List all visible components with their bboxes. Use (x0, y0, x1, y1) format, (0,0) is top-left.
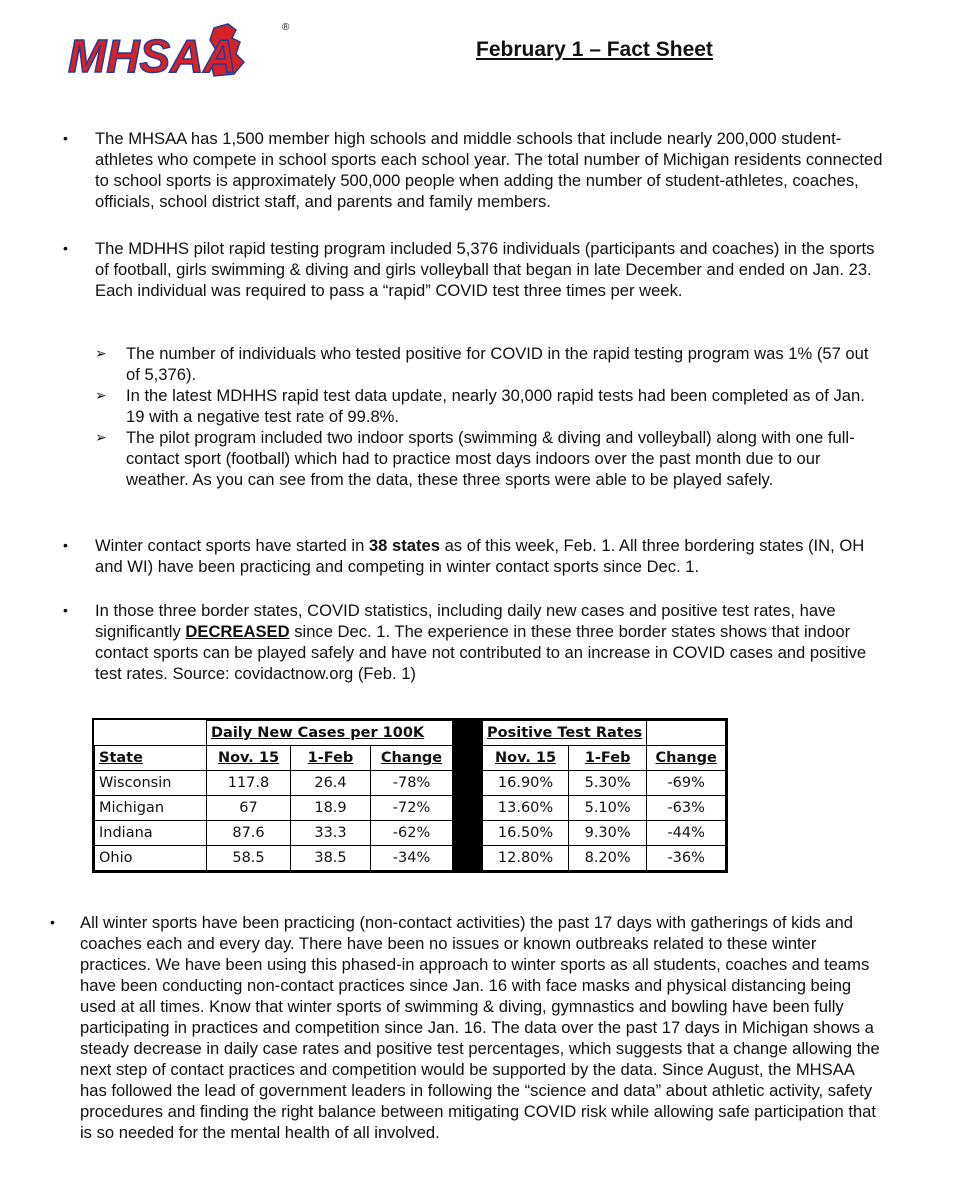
column-header: Change (647, 746, 726, 771)
bullet-border-states: • In those three border states, COVID statistics, including daily new cases and positive test rates, have significantly DECREASED since Dec. 1. The experience in these three border states shows that indoor contact sports can be played safely and have not contributed to an increase in COVID cases and positive test rates. Source: covidactnow.org (Feb. 1) (63, 601, 867, 683)
table-cell: Michigan (95, 796, 207, 821)
sub-bullet-test-data: ➢ In the latest MDHHS rapid test data update, nearly 30,000 rapid tests had been completed as of Jan. 19 with a negative test rate of 99.8%. (95, 386, 865, 426)
group-header-positive-rates: Positive Test Rates (483, 721, 647, 746)
table-cell: 38.5 (291, 846, 371, 871)
table-row (95, 771, 726, 796)
table-row (95, 846, 726, 871)
mhsaa-logo-graphic (64, 20, 294, 84)
table-cell: 117.8 (207, 771, 291, 796)
table-cell: Wisconsin (95, 771, 207, 796)
column-header: 1-Feb (291, 746, 371, 771)
table-cell: Ohio (95, 846, 207, 871)
table-group-header-row (95, 721, 726, 746)
emphasis-38-states: 38 states (368, 536, 440, 555)
table-cell: -63% (647, 796, 726, 821)
column-header: Change (371, 746, 453, 771)
covid-stats-table (94, 720, 726, 871)
table-cell: 33.3 (291, 821, 371, 846)
table-row (95, 821, 726, 846)
column-header: State (95, 746, 207, 771)
page-title: February 1 – Fact Sheet (476, 38, 713, 61)
table-cell: -78% (371, 771, 453, 796)
table-cell: -62% (371, 821, 453, 846)
registered-mark: ® (282, 22, 290, 33)
logo-text: MHSAA (68, 30, 237, 82)
table-cell: 67 (207, 796, 291, 821)
bullet-dot: • (63, 602, 68, 618)
table-cell: 9.30% (569, 821, 647, 846)
table-row (95, 796, 726, 821)
arrow-bullet-icon: ➢ (95, 345, 107, 361)
bullet-dot: • (50, 914, 55, 930)
table-cell: Indiana (95, 821, 207, 846)
table-cell: -44% (647, 821, 726, 846)
table-cell: -72% (371, 796, 453, 821)
bullet-members: • The MHSAA has 1,500 member high schools and middle schools that include nearly 200,000 student-athletes who compete in school sports each school year. The total number of Michigan residents connected to school sports is approximately 500,000 people when adding the number of student-athletes, coaches, officials, school district staff, and parents and family members. (63, 129, 883, 211)
table-divider (453, 721, 483, 871)
arrow-bullet-icon: ➢ (95, 429, 107, 445)
table-cell: 13.60% (483, 796, 569, 821)
bullet-dot: • (63, 537, 68, 553)
bullet-38-states: • Winter contact sports have started in 38 states as of this week, Feb. 1. All three bordering states (IN, OH and WI) have been practicing and competing in winter contact sports since Dec. 1. (63, 536, 865, 576)
bullet-dot: • (63, 130, 68, 146)
table-cell: 16.50% (483, 821, 569, 846)
bullet-winter-practices: • All winter sports have been practicing (non-contact activities) the past 17 days with gatherings of kids and coaches each and every day. There have been no issues or known outbreaks related to these winter practices. We have been using this phased-in approach to winter sports as all students, coaches and teams have been conducting non-contact practices since Jan. 16 with face masks and physical distancing being used at all times. Know that winter sports of swimming & diving, gymnastics and bowling have been fully participating in practices and competition since Jan. 16. The data over the past 17 days in Michigan shows a steady decrease in daily case rates and positive test percentages, which suggests that a change allowing the next step of contact practices and competition would be supported by the data. Since August, the MHSAA has followed the lead of government leaders in following the “science and data” about athletic activity, safety procedures and finding the right balance between mitigating COVID risk while allowing safe participation that is so needed for the mental health of all involved. (50, 913, 880, 1142)
table-cell: 26.4 (291, 771, 371, 796)
table-cell: 18.9 (291, 796, 371, 821)
bullet-rapid-testing: • The MDHHS pilot rapid testing program included 5,376 individuals (participants and coaches) in the sports of football, girls swimming & diving and girls volleyball that began in late December and ended on Jan. 23. Each individual was required to pass a “rapid” COVID test three times per week. (63, 239, 875, 300)
arrow-bullet-icon: ➢ (95, 387, 107, 403)
emphasis-decreased: DECREASED (185, 622, 290, 641)
group-header-daily-cases: Daily New Cases per 100K (207, 721, 453, 746)
bullet-dot: • (63, 240, 68, 256)
table-cell: 87.6 (207, 821, 291, 846)
column-header: 1-Feb (569, 746, 647, 771)
table-cell: 58.5 (207, 846, 291, 871)
table-cell: -34% (371, 846, 453, 871)
mhsaa-logo (64, 20, 294, 84)
sub-bullet-pilot-sports: ➢ The pilot program included two indoor sports (swimming & diving and volleyball) along with one full-contact sport (football) which had to practice most days indoors over the past month due to our weather. As you can see from the data, these three sports were able to be played safely. (95, 428, 855, 489)
table-cell: 5.10% (569, 796, 647, 821)
table-cell: -69% (647, 771, 726, 796)
column-header: Nov. 15 (483, 746, 569, 771)
table-header-row (95, 746, 726, 771)
table-cell: 12.80% (483, 846, 569, 871)
table-cell: 16.90% (483, 771, 569, 796)
table-cell: 5.30% (569, 771, 647, 796)
table-cell: 8.20% (569, 846, 647, 871)
table-cell: -36% (647, 846, 726, 871)
column-header: Nov. 15 (207, 746, 291, 771)
sub-bullet-positive-rate: ➢ The number of individuals who tested positive for COVID in the rapid testing program was 1% (57 out of 5,376). (95, 344, 869, 384)
